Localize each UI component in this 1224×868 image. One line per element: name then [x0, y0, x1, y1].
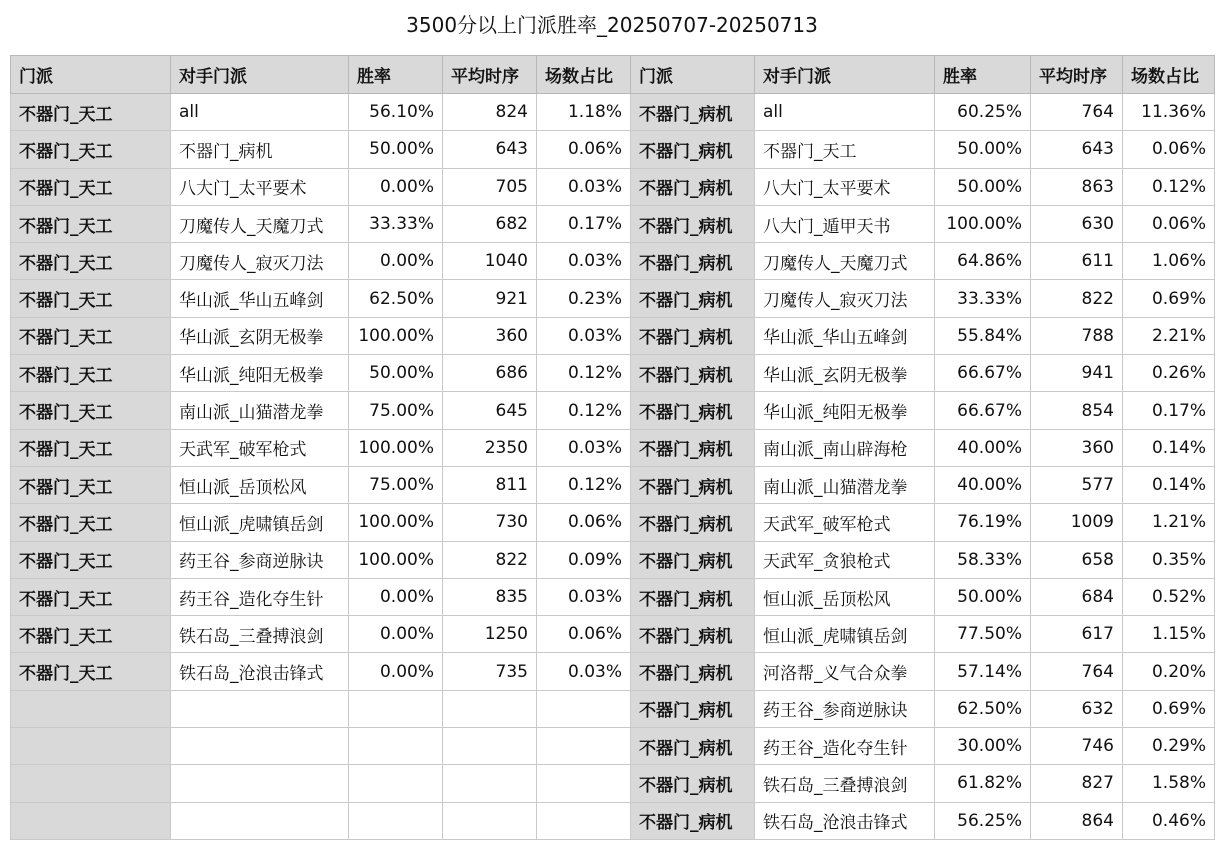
- table-cell[interactable]: 33.33%: [935, 280, 1031, 317]
- table-cell[interactable]: 0.06%: [537, 131, 631, 168]
- table-cell[interactable]: 不器门_天工: [755, 131, 935, 168]
- table-cell[interactable]: 不器门_天工: [11, 131, 171, 168]
- table-cell[interactable]: 不器门_病机: [631, 205, 755, 242]
- table-cell[interactable]: 611: [1031, 243, 1123, 280]
- table-cell[interactable]: 不器门_天工: [11, 466, 171, 503]
- table-cell[interactable]: 76.19%: [935, 504, 1031, 541]
- table-cell[interactable]: 746: [1031, 728, 1123, 765]
- table-cell[interactable]: 0.03%: [537, 168, 631, 205]
- table-cell[interactable]: 100.00%: [935, 205, 1031, 242]
- table-cell[interactable]: 64.86%: [935, 243, 1031, 280]
- table-cell[interactable]: 360: [1031, 429, 1123, 466]
- table-cell[interactable]: 835: [443, 578, 537, 615]
- table-cell[interactable]: 730: [443, 504, 537, 541]
- table-cell[interactable]: 0.12%: [537, 355, 631, 392]
- table-cell[interactable]: 864: [1031, 802, 1123, 839]
- table-row: [11, 504, 1215, 541]
- table-cell[interactable]: 恒山派_岳顶松风: [755, 578, 935, 615]
- table-cell[interactable]: 0.03%: [537, 653, 631, 690]
- table-cell[interactable]: 不器门_天工: [11, 504, 171, 541]
- table-row: [11, 541, 1215, 578]
- table-cell[interactable]: 不器门_天工: [11, 280, 171, 317]
- table-cell[interactable]: 华山派_华山五峰剑: [171, 280, 349, 317]
- header-cell[interactable]: 场数占比: [1123, 56, 1215, 94]
- table-cell[interactable]: 不器门_病机: [631, 578, 755, 615]
- table-cell[interactable]: 不器门_病机: [171, 131, 349, 168]
- table-cell[interactable]: 铁石岛_三叠搏浪剑: [171, 616, 349, 653]
- table-cell[interactable]: 66.67%: [935, 355, 1031, 392]
- table-cell[interactable]: [171, 728, 349, 765]
- table-cell[interactable]: 2.21%: [1123, 317, 1215, 354]
- table-cell[interactable]: 不器门_病机: [631, 280, 755, 317]
- table-cell[interactable]: 50.00%: [935, 168, 1031, 205]
- table-cell[interactable]: 不器门_天工: [11, 94, 171, 131]
- table-row: [11, 355, 1215, 392]
- table-cell[interactable]: 0.03%: [537, 578, 631, 615]
- table-cell[interactable]: 不器门_天工: [11, 355, 171, 392]
- table-cell[interactable]: 75.00%: [349, 466, 443, 503]
- table-cell[interactable]: 铁石岛_三叠搏浪剑: [755, 765, 935, 802]
- table-cell[interactable]: 60.25%: [935, 94, 1031, 131]
- table-cell[interactable]: 788: [1031, 317, 1123, 354]
- table-cell[interactable]: 0.17%: [1123, 392, 1215, 429]
- table-row: [11, 317, 1215, 354]
- table-cell[interactable]: 0.00%: [349, 243, 443, 280]
- table-cell[interactable]: 75.00%: [349, 392, 443, 429]
- table-cell[interactable]: 1040: [443, 243, 537, 280]
- table-cell[interactable]: 0.23%: [537, 280, 631, 317]
- table-cell[interactable]: 1.15%: [1123, 616, 1215, 653]
- table-cell[interactable]: 643: [443, 131, 537, 168]
- table-cell[interactable]: 630: [1031, 205, 1123, 242]
- table-cell[interactable]: 0.00%: [349, 168, 443, 205]
- table-cell[interactable]: 1009: [1031, 504, 1123, 541]
- table-cell[interactable]: 0.00%: [349, 616, 443, 653]
- table-cell[interactable]: 360: [443, 317, 537, 354]
- table-cell[interactable]: [171, 802, 349, 839]
- table-cell[interactable]: 不器门_病机: [631, 653, 755, 690]
- table-row: [11, 578, 1215, 615]
- table-cell[interactable]: 0.69%: [1123, 690, 1215, 727]
- table-cell[interactable]: [11, 690, 171, 727]
- table-cell[interactable]: 不器门_病机: [631, 243, 755, 280]
- header-cell[interactable]: 门派: [631, 56, 755, 94]
- table-cell[interactable]: 40.00%: [935, 466, 1031, 503]
- table-cell[interactable]: 华山派_玄阴无极拳: [171, 317, 349, 354]
- table-cell[interactable]: 不器门_天工: [11, 168, 171, 205]
- table-row: [11, 728, 1215, 765]
- table-cell[interactable]: [443, 802, 537, 839]
- table-cell[interactable]: [537, 690, 631, 727]
- table-cell[interactable]: 827: [1031, 765, 1123, 802]
- table-cell[interactable]: 八大门_遁甲天书: [755, 205, 935, 242]
- table-cell[interactable]: [11, 728, 171, 765]
- table-cell[interactable]: 0.03%: [537, 429, 631, 466]
- table-cell[interactable]: 2350: [443, 429, 537, 466]
- table-cell[interactable]: 不器门_病机: [631, 355, 755, 392]
- table-cell[interactable]: 0.29%: [1123, 728, 1215, 765]
- table-cell[interactable]: 62.50%: [935, 690, 1031, 727]
- header-cell[interactable]: 场数占比: [537, 56, 631, 94]
- table-cell[interactable]: 0.69%: [1123, 280, 1215, 317]
- table-cell[interactable]: 八大门_太平要术: [171, 168, 349, 205]
- table-cell[interactable]: 0.06%: [537, 616, 631, 653]
- table-cell[interactable]: 1250: [443, 616, 537, 653]
- table-cell[interactable]: 恒山派_虎啸镇岳剑: [171, 504, 349, 541]
- table-cell[interactable]: 645: [443, 392, 537, 429]
- table-cell[interactable]: 822: [443, 541, 537, 578]
- table-cell[interactable]: 764: [1031, 653, 1123, 690]
- table-cell[interactable]: 1.06%: [1123, 243, 1215, 280]
- table-cell[interactable]: 56.10%: [349, 94, 443, 131]
- table-cell[interactable]: 0.06%: [1123, 131, 1215, 168]
- table-cell[interactable]: 100.00%: [349, 541, 443, 578]
- table-cell[interactable]: [443, 690, 537, 727]
- table-cell[interactable]: 100.00%: [349, 429, 443, 466]
- table-cell[interactable]: 0.17%: [537, 205, 631, 242]
- table-cell[interactable]: [349, 728, 443, 765]
- header-cell[interactable]: 对手门派: [171, 56, 349, 94]
- table-cell[interactable]: 0.03%: [537, 317, 631, 354]
- table-cell[interactable]: 华山派_纯阳无极拳: [171, 355, 349, 392]
- table-cell[interactable]: 0.06%: [1123, 205, 1215, 242]
- table-cell[interactable]: 天武军_贪狼枪式: [755, 541, 935, 578]
- page-title: 3500分以上门派胜率_20250707-20250713: [406, 13, 818, 37]
- table-cell[interactable]: 50.00%: [349, 131, 443, 168]
- header-cell[interactable]: 平均时序: [1031, 56, 1123, 94]
- table-cell[interactable]: 824: [443, 94, 537, 131]
- table-cell[interactable]: 921: [443, 280, 537, 317]
- table-cell[interactable]: 1.21%: [1123, 504, 1215, 541]
- table-cell[interactable]: 1.58%: [1123, 765, 1215, 802]
- table-row: [11, 429, 1215, 466]
- table-cell[interactable]: 50.00%: [349, 355, 443, 392]
- table-cell[interactable]: 0.20%: [1123, 653, 1215, 690]
- table-cell[interactable]: 0.14%: [1123, 466, 1215, 503]
- table-cell[interactable]: 药王谷_参商逆脉诀: [755, 690, 935, 727]
- table-cell[interactable]: 不器门_病机: [631, 429, 755, 466]
- table-cell[interactable]: 不器门_病机: [631, 541, 755, 578]
- table-cell[interactable]: 不器门_天工: [11, 541, 171, 578]
- table-cell[interactable]: 铁石岛_沧浪击锋式: [171, 653, 349, 690]
- table-cell[interactable]: 不器门_病机: [631, 94, 755, 131]
- table-row: [11, 392, 1215, 429]
- table-cell[interactable]: 682: [443, 205, 537, 242]
- table-cell[interactable]: 61.82%: [935, 765, 1031, 802]
- table-cell[interactable]: 八大门_太平要术: [755, 168, 935, 205]
- table-cell[interactable]: 铁石岛_沧浪击锋式: [755, 802, 935, 839]
- table-cell[interactable]: 0.26%: [1123, 355, 1215, 392]
- table-cell[interactable]: 南山派_山猫潜龙拳: [171, 392, 349, 429]
- table-cell[interactable]: 11.36%: [1123, 94, 1215, 131]
- table-cell[interactable]: 刀魔传人_天魔刀式: [171, 205, 349, 242]
- table-cell[interactable]: 南山派_山猫潜龙拳: [755, 466, 935, 503]
- table-cell[interactable]: 不器门_天工: [11, 429, 171, 466]
- table-cell[interactable]: 0.14%: [1123, 429, 1215, 466]
- table-cell[interactable]: 不器门_病机: [631, 616, 755, 653]
- table-cell[interactable]: 658: [1031, 541, 1123, 578]
- table-cell[interactable]: 药王谷_造化夺生针: [171, 578, 349, 615]
- table-cell[interactable]: 62.50%: [349, 280, 443, 317]
- table-cell[interactable]: 30.00%: [935, 728, 1031, 765]
- table-row: [11, 205, 1215, 242]
- table-row: [11, 690, 1215, 727]
- header-cell[interactable]: 门派: [11, 56, 171, 94]
- table-cell[interactable]: [537, 802, 631, 839]
- table-cell[interactable]: 0.00%: [349, 578, 443, 615]
- table-cell[interactable]: 药王谷_参商逆脉诀: [171, 541, 349, 578]
- table-cell[interactable]: 55.84%: [935, 317, 1031, 354]
- table-cell[interactable]: 100.00%: [349, 317, 443, 354]
- table-cell[interactable]: [537, 728, 631, 765]
- table-cell[interactable]: 617: [1031, 616, 1123, 653]
- table-cell[interactable]: 811: [443, 466, 537, 503]
- table-cell[interactable]: 华山派_华山五峰剑: [755, 317, 935, 354]
- table-cell[interactable]: 941: [1031, 355, 1123, 392]
- header-cell[interactable]: 胜率: [349, 56, 443, 94]
- table-cell[interactable]: [11, 765, 171, 802]
- table-cell[interactable]: 华山派_玄阴无极拳: [755, 355, 935, 392]
- header-row: [11, 56, 1215, 94]
- table-cell[interactable]: 686: [443, 355, 537, 392]
- table-cell[interactable]: 天武军_破军枪式: [755, 504, 935, 541]
- table-cell[interactable]: 0.09%: [537, 541, 631, 578]
- table-cell[interactable]: 恒山派_虎啸镇岳剑: [755, 616, 935, 653]
- table-cell[interactable]: 药王谷_造化夺生针: [755, 728, 935, 765]
- table-cell[interactable]: 不器门_病机: [631, 168, 755, 205]
- table-cell[interactable]: 764: [1031, 94, 1123, 131]
- table-cell[interactable]: [171, 690, 349, 727]
- table-row: [11, 653, 1215, 690]
- table-cell[interactable]: 不器门_病机: [631, 802, 755, 839]
- table-cell[interactable]: 56.25%: [935, 802, 1031, 839]
- table-cell[interactable]: 50.00%: [935, 578, 1031, 615]
- table-cell[interactable]: 577: [1031, 466, 1123, 503]
- table-cell[interactable]: [349, 802, 443, 839]
- table-row: [11, 280, 1215, 317]
- table-cell[interactable]: 863: [1031, 168, 1123, 205]
- table-cell[interactable]: 不器门_病机: [631, 392, 755, 429]
- table-cell[interactable]: [537, 765, 631, 802]
- table-row: [11, 616, 1215, 653]
- table-cell[interactable]: 河洛帮_义气合众拳: [755, 653, 935, 690]
- table-cell[interactable]: 不器门_天工: [11, 578, 171, 615]
- table-cell[interactable]: 58.33%: [935, 541, 1031, 578]
- table-cell[interactable]: [443, 765, 537, 802]
- table-cell[interactable]: 0.12%: [537, 392, 631, 429]
- table-cell[interactable]: 100.00%: [349, 504, 443, 541]
- table-cell[interactable]: 刀魔传人_天魔刀式: [755, 243, 935, 280]
- table-cell[interactable]: 南山派_南山辟海枪: [755, 429, 935, 466]
- table-row: [11, 131, 1215, 168]
- table-cell[interactable]: 天武军_破军枪式: [171, 429, 349, 466]
- table-cell[interactable]: 735: [443, 653, 537, 690]
- table-cell[interactable]: 50.00%: [935, 131, 1031, 168]
- table-cell[interactable]: 华山派_纯阳无极拳: [755, 392, 935, 429]
- table-cell[interactable]: 66.67%: [935, 392, 1031, 429]
- table-cell[interactable]: 0.12%: [537, 466, 631, 503]
- table-cell[interactable]: 不器门_天工: [11, 205, 171, 242]
- header-cell[interactable]: 对手门派: [755, 56, 935, 94]
- table-cell[interactable]: 0.06%: [537, 504, 631, 541]
- table-cell[interactable]: 不器门_病机: [631, 690, 755, 727]
- header-cell[interactable]: 平均时序: [443, 56, 537, 94]
- table-cell[interactable]: 0.03%: [537, 243, 631, 280]
- table-cell[interactable]: 57.14%: [935, 653, 1031, 690]
- table-cell[interactable]: 632: [1031, 690, 1123, 727]
- table-cell[interactable]: 643: [1031, 131, 1123, 168]
- table-cell[interactable]: 0.35%: [1123, 541, 1215, 578]
- table-cell[interactable]: all: [755, 94, 935, 131]
- table-cell[interactable]: [349, 690, 443, 727]
- table-cell[interactable]: 恒山派_岳顶松风: [171, 466, 349, 503]
- table-cell[interactable]: 不器门_天工: [11, 616, 171, 653]
- table-row: [11, 243, 1215, 280]
- table-row: [11, 94, 1215, 131]
- table-row: [11, 168, 1215, 205]
- table-cell[interactable]: 不器门_病机: [631, 317, 755, 354]
- table-cell[interactable]: 不器门_病机: [631, 131, 755, 168]
- table-cell[interactable]: 684: [1031, 578, 1123, 615]
- table-cell[interactable]: 不器门_天工: [11, 653, 171, 690]
- table-cell[interactable]: 822: [1031, 280, 1123, 317]
- table-cell[interactable]: 不器门_天工: [11, 317, 171, 354]
- table-row: [11, 466, 1215, 503]
- table-cell[interactable]: 不器门_天工: [11, 243, 171, 280]
- table-cell[interactable]: 77.50%: [935, 616, 1031, 653]
- table-cell[interactable]: [443, 728, 537, 765]
- table-cell[interactable]: all: [171, 94, 349, 131]
- table-cell[interactable]: 40.00%: [935, 429, 1031, 466]
- table-row: [11, 765, 1215, 802]
- header-cell[interactable]: 胜率: [935, 56, 1031, 94]
- table-cell[interactable]: 不器门_病机: [631, 728, 755, 765]
- table-row: [11, 802, 1215, 839]
- table-cell[interactable]: 0.46%: [1123, 802, 1215, 839]
- table-cell[interactable]: 854: [1031, 392, 1123, 429]
- table-cell[interactable]: 不器门_天工: [11, 392, 171, 429]
- table-cell[interactable]: 0.52%: [1123, 578, 1215, 615]
- winrate-table: [10, 55, 1215, 840]
- table-cell[interactable]: 0.12%: [1123, 168, 1215, 205]
- table-cell[interactable]: 刀魔传人_寂灭刀法: [171, 243, 349, 280]
- table-cell[interactable]: 705: [443, 168, 537, 205]
- table-cell[interactable]: [349, 765, 443, 802]
- table-cell[interactable]: 不器门_病机: [631, 466, 755, 503]
- table-cell[interactable]: 1.18%: [537, 94, 631, 131]
- table-cell[interactable]: [11, 802, 171, 839]
- table-cell[interactable]: 0.00%: [349, 653, 443, 690]
- table-cell[interactable]: 33.33%: [349, 205, 443, 242]
- table-cell[interactable]: [171, 765, 349, 802]
- table-cell[interactable]: 刀魔传人_寂灭刀法: [755, 280, 935, 317]
- table-cell[interactable]: 不器门_病机: [631, 765, 755, 802]
- table-cell[interactable]: 不器门_病机: [631, 504, 755, 541]
